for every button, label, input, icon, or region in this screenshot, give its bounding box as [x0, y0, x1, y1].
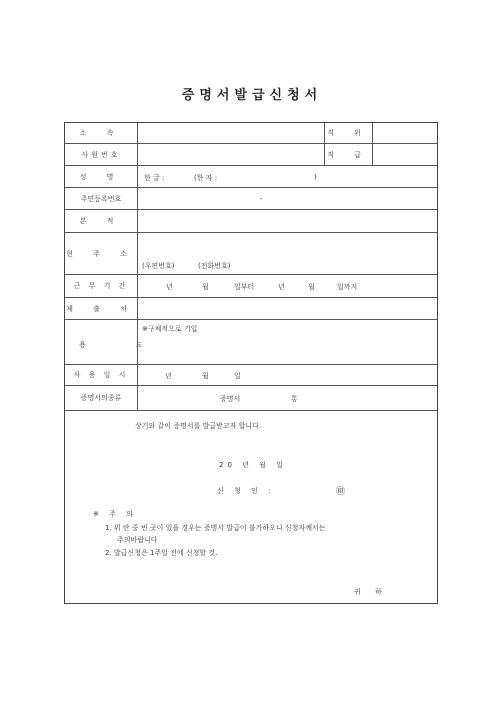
- name-hangul-label: 한 글 :: [144, 174, 165, 182]
- rrn-label: 주민등록번호: [65, 188, 138, 209]
- domicile-field[interactable]: [138, 210, 437, 232]
- rank-field[interactable]: [373, 144, 437, 165]
- note-item-2: 2. 발급신청은 1주일 전에 신청할 것.: [105, 549, 218, 557]
- use-month: 월: [202, 372, 209, 380]
- row-address: [65, 233, 437, 275]
- row-name: [65, 166, 437, 188]
- purpose-note: ※구체적으로 기입: [142, 325, 198, 333]
- purpose-label-cell: [65, 320, 167, 364]
- period-to: 일까지: [337, 283, 358, 291]
- copies-unit: 통: [291, 395, 298, 403]
- date-line: 20 년 월 일: [219, 461, 287, 469]
- cert-type-field[interactable]: [138, 386, 437, 410]
- row-period: [65, 275, 437, 298]
- name-close-paren: ): [314, 173, 317, 181]
- name-label: 성 명: [65, 166, 138, 187]
- use-year: 년: [165, 372, 172, 380]
- note-item-1-cont: 주의바랍니다: [117, 536, 158, 544]
- applicant-label: 신 청 인 :: [217, 487, 275, 495]
- purpose-field[interactable]: [138, 320, 437, 364]
- period-month1: 월: [202, 283, 209, 291]
- use-date-field[interactable]: [138, 365, 437, 385]
- affiliation-field[interactable]: [138, 123, 325, 143]
- cert-type-label: 증명서의종류: [65, 386, 138, 410]
- application-form: [64, 122, 438, 604]
- period-field[interactable]: [138, 275, 437, 297]
- submit-to-label: 제 출 처: [65, 298, 138, 319]
- affiliation-label: 소 속: [65, 123, 138, 143]
- employee-no-field[interactable]: [138, 144, 325, 165]
- purpose-label: 용 도: [79, 341, 167, 349]
- address-field[interactable]: [138, 233, 437, 274]
- rrn-field[interactable]: [138, 188, 437, 209]
- rank-label: 직 급: [325, 144, 373, 165]
- seal-mark: ㊞: [336, 487, 346, 497]
- row-cert-type: [65, 386, 437, 411]
- employee-no-label: 사원번호: [65, 144, 138, 165]
- period-label: 근 무 기 간: [65, 275, 138, 297]
- period-year2: 년: [278, 283, 285, 291]
- row-affiliation: [65, 123, 437, 144]
- domicile-label: 본 적: [65, 210, 138, 232]
- postal-code-label: (우편번호): [142, 262, 175, 270]
- row-employee-no: [65, 144, 437, 166]
- notes-heading: ※ 주 의: [93, 510, 137, 518]
- position-field[interactable]: [373, 123, 437, 143]
- submit-to-field[interactable]: [138, 298, 437, 319]
- closing-text: 귀 하: [354, 588, 388, 596]
- period-month2: 월: [308, 283, 315, 291]
- address-label: 현 주 소: [65, 233, 138, 274]
- name-hanja-label: (한 자 :: [194, 174, 218, 182]
- use-date-label: 사 용 일 시: [65, 365, 138, 385]
- statement-text: 상기와 같이 증명서를 발급받고자 합니다.: [135, 422, 262, 430]
- row-submit-to: [65, 298, 437, 320]
- period-from: 일부터: [234, 283, 255, 291]
- row-purpose: [65, 320, 437, 365]
- name-field[interactable]: [138, 166, 437, 187]
- cert-word: 증명서: [220, 395, 241, 403]
- page-title: 증명서발급신청서: [181, 88, 323, 103]
- position-label: 직 위: [325, 123, 373, 143]
- row-use-date: [65, 365, 437, 386]
- row-domicile: [65, 210, 437, 233]
- rrn-separator: -: [260, 195, 263, 203]
- phone-label: (전화번호): [198, 262, 231, 270]
- row-rrn: [65, 188, 437, 210]
- use-day: 일: [234, 372, 241, 380]
- note-item-1: 1. 위 란 중 빈 곳이 있을 경우는 증명서 발급이 불가하오니 신청자께서는: [105, 524, 326, 532]
- period-year1: 년: [166, 283, 173, 291]
